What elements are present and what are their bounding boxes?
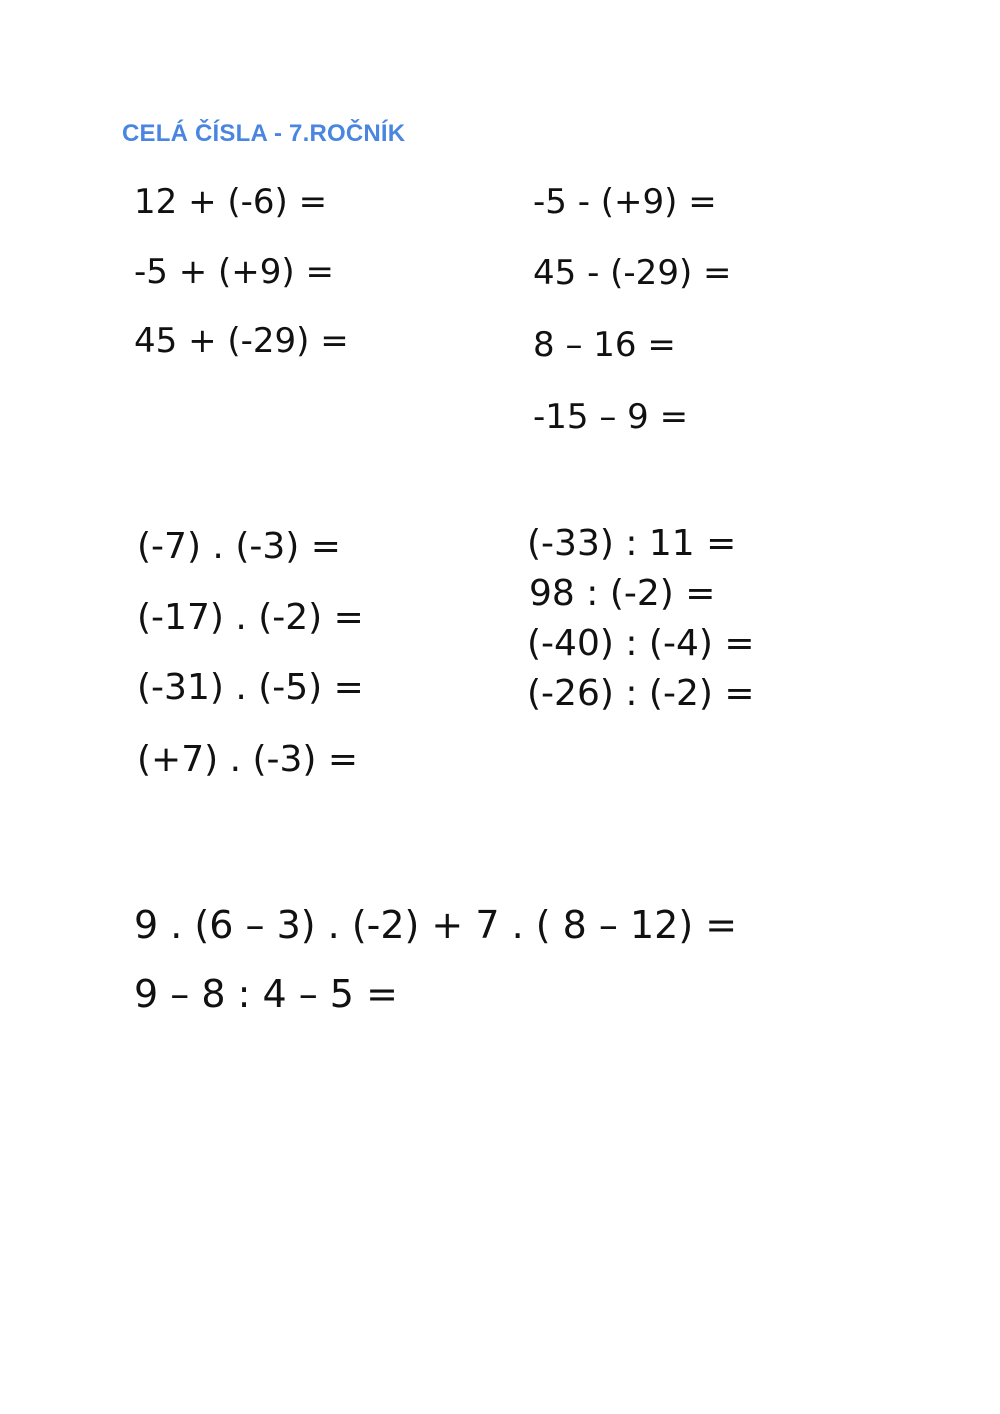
exercise-subtraction-3: 8 – 16 = <box>533 325 676 365</box>
exercise-subtraction-2: 45 - (-29) = <box>533 253 732 293</box>
exercise-division-1: (-33) : 11 = <box>527 523 737 564</box>
exercise-subtraction-4: -15 – 9 = <box>533 397 689 437</box>
exercise-subtraction-1: -5 - (+9) = <box>533 182 717 222</box>
exercise-combined-2: 9 – 8 : 4 – 5 = <box>134 972 398 1016</box>
exercise-combined-1: 9 . (6 – 3) . (-2) + 7 . ( 8 – 12) = <box>134 903 738 947</box>
exercise-multiplication-2: (-17) . (-2) = <box>137 597 364 638</box>
exercise-multiplication-3: (-31) . (-5) = <box>137 667 364 708</box>
exercise-addition-1: 12 + (-6) = <box>134 182 328 222</box>
exercise-division-4: (-26) : (-2) = <box>527 673 755 714</box>
page-title: CELÁ ČÍSLA - 7.ROČNÍK <box>122 120 406 147</box>
exercise-division-3: (-40) : (-4) = <box>527 623 755 664</box>
exercise-division-2: 98 : (-2) = <box>529 573 716 614</box>
exercise-multiplication-1: (-7) . (-3) = <box>137 526 341 567</box>
exercise-addition-3: 45 + (-29) = <box>134 321 349 361</box>
exercise-addition-2: -5 + (+9) = <box>134 252 334 292</box>
exercise-multiplication-4: (+7) . (-3) = <box>137 739 359 780</box>
